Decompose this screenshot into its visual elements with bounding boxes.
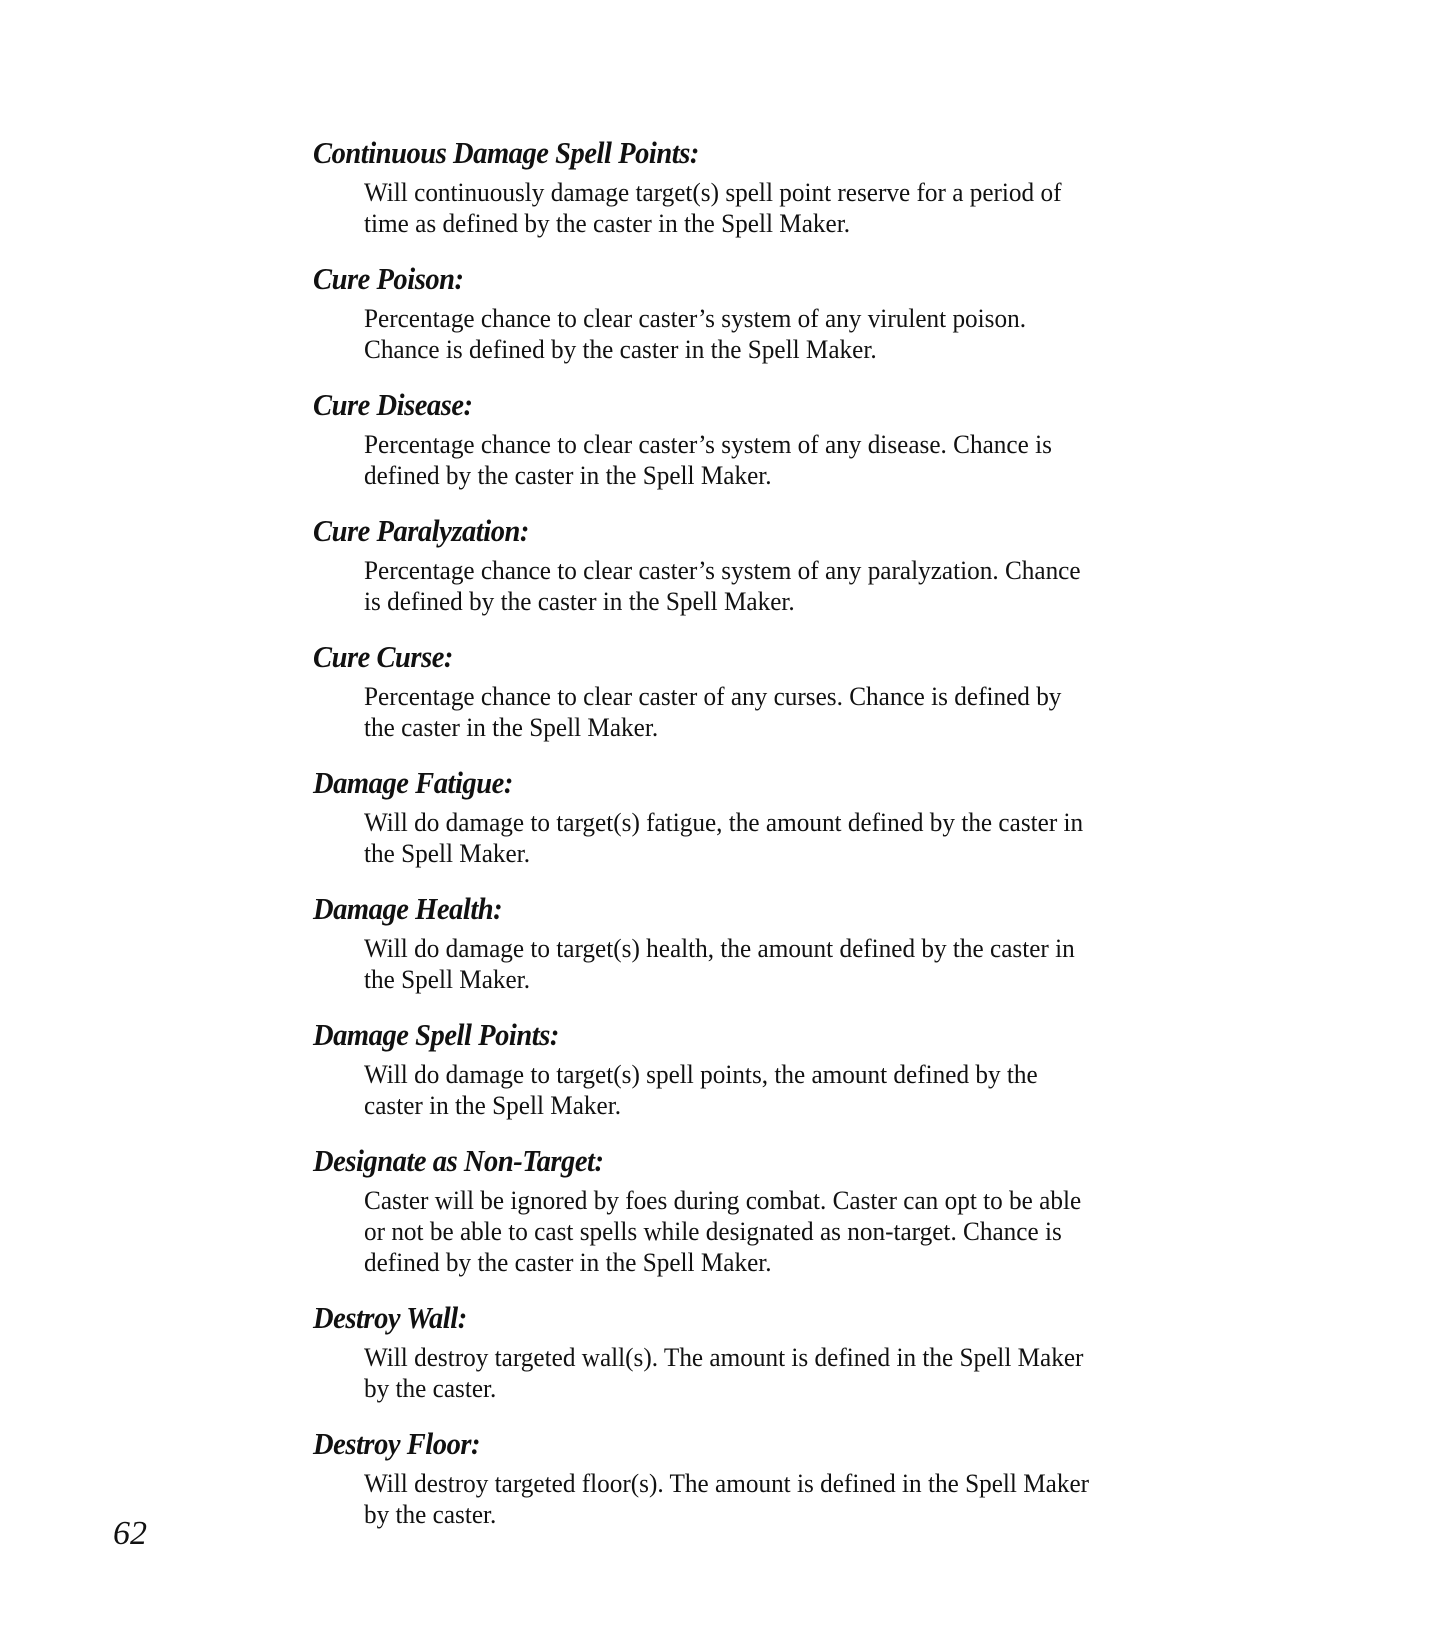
- description-line: Caster will be ignored by foes during combat. Caster can opt to be able: [364, 1186, 1082, 1215]
- page-number: 62: [113, 1515, 147, 1552]
- spell-entry-title: Designate as Non-Target:: [313, 1143, 604, 1178]
- description-line: time as defined by the caster in the Spell Maker.: [364, 209, 851, 238]
- spell-entry-title: Cure Poison:: [313, 261, 464, 296]
- description-line: Will destroy targeted wall(s). The amount is defined in the Spell Maker: [364, 1343, 1084, 1372]
- description-line: by the caster.: [364, 1374, 497, 1403]
- spell-entry-description: [364, 1468, 1313, 1530]
- spell-entry: [313, 387, 1313, 491]
- spell-entry: [313, 1017, 1313, 1121]
- spell-entry-title: Destroy Wall:: [313, 1300, 467, 1335]
- description-line: Percentage chance to clear caster’s system of any virulent poison.: [364, 304, 1027, 333]
- description-line: Will do damage to target(s) fatigue, the amount defined by the caster in: [364, 808, 1084, 837]
- spell-entry: [313, 1300, 1313, 1404]
- spell-entry-description: [364, 1185, 1313, 1278]
- spell-entry-description: [364, 807, 1313, 869]
- description-line: or not be able to cast spells while designated as non-target. Chance is: [364, 1217, 1062, 1246]
- spell-entry: [313, 135, 1313, 239]
- spell-entry: [313, 891, 1313, 995]
- spell-entry: [313, 1143, 1313, 1278]
- spell-entry: [313, 639, 1313, 743]
- spell-entry-description: [364, 303, 1313, 365]
- description-line: the Spell Maker.: [364, 965, 531, 994]
- spell-entry-title: Damage Fatigue:: [313, 765, 513, 800]
- description-line: Chance is defined by the caster in the Spell Maker.: [364, 335, 877, 364]
- spell-entry: [313, 513, 1313, 617]
- description-line: Percentage chance to clear caster of any curses. Chance is defined by: [364, 682, 1062, 711]
- spell-entry-description: [364, 177, 1313, 239]
- description-line: the caster in the Spell Maker.: [364, 713, 659, 742]
- spell-entry: [313, 261, 1313, 365]
- spell-entry-title: Damage Health:: [313, 891, 503, 926]
- description-line: caster in the Spell Maker.: [364, 1091, 622, 1120]
- description-line: defined by the caster in the Spell Maker.: [364, 461, 772, 490]
- description-line: Will do damage to target(s) spell points, the amount defined by the: [364, 1060, 1038, 1089]
- description-line: Will continuously damage target(s) spell point reserve for a period of: [364, 178, 1062, 207]
- spell-entry-description: [364, 933, 1313, 995]
- description-line: Will destroy targeted floor(s). The amount is defined in the Spell Maker: [364, 1469, 1090, 1498]
- spell-entry-description: [364, 1342, 1313, 1404]
- description-line: is defined by the caster in the Spell Maker.: [364, 587, 795, 616]
- description-line: the Spell Maker.: [364, 839, 531, 868]
- description-line: Percentage chance to clear caster’s system of any paralyzation. Chance: [364, 556, 1081, 585]
- spell-entry-title: Continuous Damage Spell Points:: [313, 135, 699, 170]
- spell-entry-title: Cure Disease:: [313, 387, 473, 422]
- spell-entry-title: Destroy Floor:: [313, 1426, 481, 1461]
- spell-entry-description: [364, 429, 1313, 491]
- spell-entry-title: Damage Spell Points:: [313, 1017, 559, 1052]
- spell-entry-description: [364, 555, 1313, 617]
- description-line: Percentage chance to clear caster’s system of any disease. Chance is: [364, 430, 1052, 459]
- description-line: defined by the caster in the Spell Maker.: [364, 1248, 772, 1277]
- spell-effects-list: [313, 135, 1313, 1552]
- description-line: by the caster.: [364, 1500, 497, 1529]
- spell-entry-title: Cure Paralyzation:: [313, 513, 529, 548]
- spell-entry: [313, 1426, 1313, 1530]
- description-line: Will do damage to target(s) health, the amount defined by the caster in: [364, 934, 1075, 963]
- spell-entry: [313, 765, 1313, 869]
- spell-entry-title: Cure Curse:: [313, 639, 453, 674]
- spell-entry-description: [364, 681, 1313, 743]
- spell-entry-description: [364, 1059, 1313, 1121]
